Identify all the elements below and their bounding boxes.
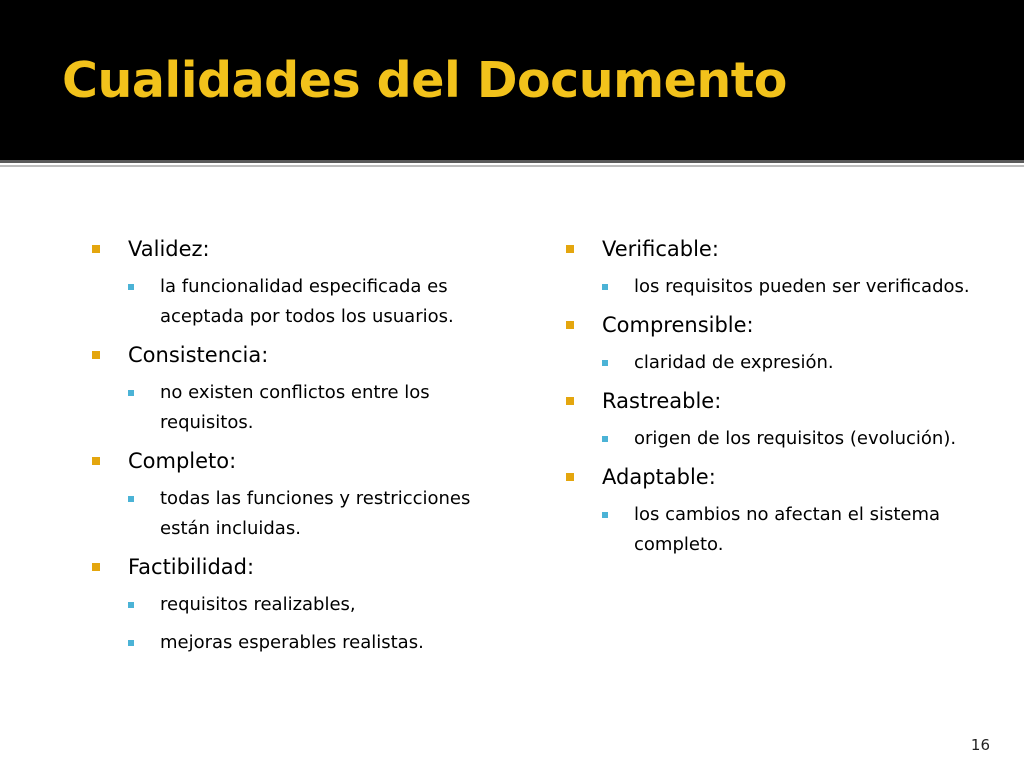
bullet-text: los requisitos pueden ser verificados. xyxy=(634,276,970,297)
bullet-level2 xyxy=(602,272,1006,302)
bullet-heading: Rastreable: xyxy=(602,389,722,413)
bullet-text: mejoras esperables realistas. xyxy=(160,632,424,653)
bullet-level1 xyxy=(92,340,532,370)
bullet-text: no existen conflictos entre los requisitos. xyxy=(160,382,430,433)
square-bullet-icon xyxy=(128,640,134,646)
bullet-heading: Comprensible: xyxy=(602,313,754,337)
list-item xyxy=(566,234,1006,302)
square-bullet-icon xyxy=(128,496,134,502)
square-bullet-icon xyxy=(128,602,134,608)
list-item xyxy=(92,552,532,658)
square-bullet-icon xyxy=(602,284,608,290)
bullet-text: la funcionalidad especificada es aceptada por todos los usuarios. xyxy=(160,276,454,327)
title-divider-light xyxy=(0,165,1024,167)
bullet-text: requisitos realizables, xyxy=(160,594,356,615)
bullet-heading: Completo: xyxy=(128,449,237,473)
left-column xyxy=(92,234,532,666)
square-bullet-icon xyxy=(566,473,574,481)
square-bullet-icon xyxy=(92,245,100,253)
bullet-level2 xyxy=(128,628,532,658)
bullet-level1 xyxy=(566,386,1006,416)
bullet-level1 xyxy=(92,552,532,582)
bullet-text: los cambios no afectan el sistema completo. xyxy=(634,504,941,555)
square-bullet-icon xyxy=(128,284,134,290)
bullet-heading: Validez: xyxy=(128,237,210,261)
bullet-level1 xyxy=(566,310,1006,340)
title-divider xyxy=(0,160,1024,163)
square-bullet-icon xyxy=(566,397,574,405)
page-number: 16 xyxy=(970,736,990,754)
bullet-heading: Factibilidad: xyxy=(128,555,255,579)
square-bullet-icon xyxy=(566,321,574,329)
bullet-heading: Verificable: xyxy=(602,237,719,261)
bullet-level1 xyxy=(566,462,1006,492)
bullet-level2 xyxy=(128,590,532,620)
bullet-text: todas las funciones y restricciones están incluidas. xyxy=(160,488,471,539)
bullet-heading: Adaptable: xyxy=(602,465,716,489)
list-item xyxy=(566,462,1006,560)
square-bullet-icon xyxy=(602,360,608,366)
bullet-text: claridad de expresión. xyxy=(634,352,834,373)
bullet-level2 xyxy=(128,378,532,438)
square-bullet-icon xyxy=(92,351,100,359)
bullet-level2 xyxy=(128,484,532,544)
square-bullet-icon xyxy=(566,245,574,253)
list-item xyxy=(92,234,532,332)
list-item xyxy=(566,310,1006,378)
bullet-level1 xyxy=(92,446,532,476)
bullet-level2 xyxy=(602,348,1006,378)
list-item xyxy=(92,446,532,544)
right-column xyxy=(566,234,1006,568)
square-bullet-icon xyxy=(92,457,100,465)
bullet-level2 xyxy=(128,272,532,332)
list-item xyxy=(566,386,1006,454)
bullet-level1 xyxy=(92,234,532,264)
bullet-heading: Consistencia: xyxy=(128,343,269,367)
title-band xyxy=(0,0,1024,160)
square-bullet-icon xyxy=(602,436,608,442)
bullet-level1 xyxy=(566,234,1006,264)
bullet-level2 xyxy=(602,500,1006,560)
bullet-level2 xyxy=(602,424,1006,454)
list-item xyxy=(92,340,532,438)
square-bullet-icon xyxy=(128,390,134,396)
slide-title: Cualidades del Documento xyxy=(62,52,787,109)
square-bullet-icon xyxy=(92,563,100,571)
bullet-text: origen de los requisitos (evolución). xyxy=(634,428,957,449)
square-bullet-icon xyxy=(602,512,608,518)
